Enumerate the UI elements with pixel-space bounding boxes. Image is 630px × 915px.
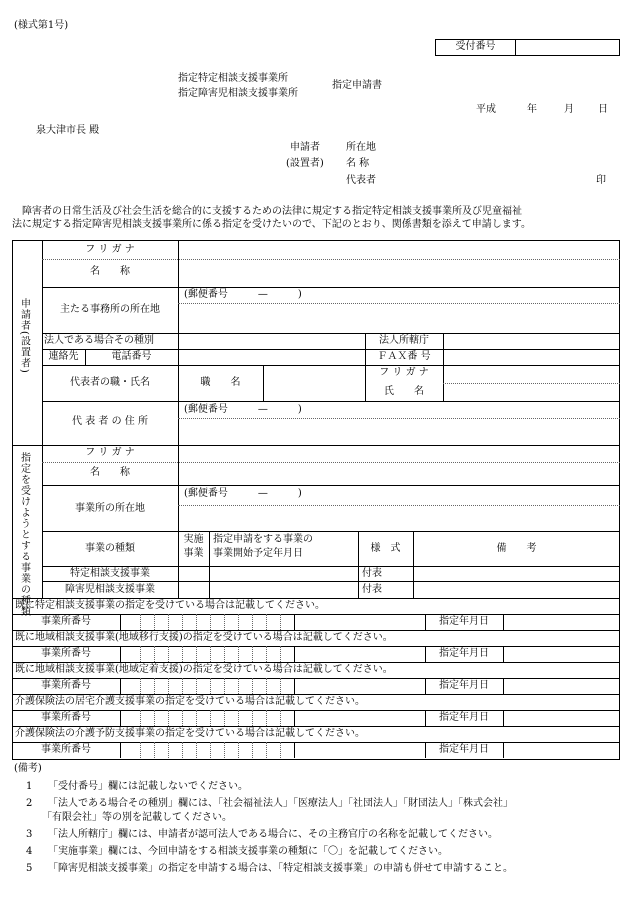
office-number-label: 事業所番号 xyxy=(41,648,91,659)
start-date-header-1: 指定申請をする事業の xyxy=(213,534,313,545)
annex-2: 付表 xyxy=(362,584,382,595)
designation-date-label: 指定年月日 xyxy=(439,648,489,659)
note-number: 4 xyxy=(26,846,33,857)
addressee: 泉大津市長 殿 xyxy=(36,125,100,136)
postal-code-1: (郵便番号 — ) xyxy=(184,289,302,300)
designation-date-label: 指定年月日 xyxy=(439,744,489,755)
history-heading: 既に特定相談支援事業の指定を受けている場合は記載してください。 xyxy=(15,600,325,611)
rep-title-label: 代表者の職・氏名 xyxy=(70,377,150,388)
note-text: 「実施事業」欄には、今回申請をする相談支援事業の種類に「〇」を記載してください。 xyxy=(48,846,448,857)
biz-type-header: 事業の種類 xyxy=(85,543,135,554)
postal-code-2: (郵便番号 — ) xyxy=(184,404,302,415)
biz-address-label: 事業所の所在地 xyxy=(75,503,145,514)
note-text: 「受付番号」欄には記載しないでください。 xyxy=(48,781,248,792)
intro-line1: 障害者の日常生活及び社会生活を総合的に支援するための法律に規定する指定特定相談支援事業所及び児童福祉 xyxy=(22,206,522,217)
form-number: (様式第1号) xyxy=(14,20,69,31)
main-office-label: 主たる事務所の所在地 xyxy=(60,304,160,315)
fax-label: ＦＡＸ番 号 xyxy=(377,351,431,362)
note-number: 3 xyxy=(26,829,33,840)
rep-address-label: 代 表 者 の 住 所 xyxy=(72,416,148,427)
applicant-label2: (設置者) xyxy=(286,158,324,169)
date-day: 日 xyxy=(598,104,608,115)
section-applicant: 申請者(設置者) xyxy=(18,298,30,374)
service-specific-consultation: 特定相談支援事業 xyxy=(70,568,150,579)
name-label: 名 称 xyxy=(90,266,130,277)
note-number: 1 xyxy=(26,781,33,792)
date-year: 年 xyxy=(527,104,537,115)
notes-title: (備考) xyxy=(14,763,42,774)
designation-date-label: 指定年月日 xyxy=(439,680,489,691)
office-number-label: 事業所番号 xyxy=(41,712,91,723)
note-text: 「法人所轄庁」欄には、申請者が認可法人である場合に、その主務官庁の名称を記載してください。 xyxy=(48,829,498,840)
annex-1: 付表 xyxy=(362,568,382,579)
receipt-number-field[interactable] xyxy=(516,40,619,55)
note-text: 「障害児相談支援事業」の指定を申請する場合は、「特定相談支援事業」の申請も併せて申請すること。 xyxy=(48,863,513,874)
biz-name-label: 名 称 xyxy=(90,467,130,478)
remarks-header: 備 考 xyxy=(496,543,537,554)
start-date-header-2: 事業開始予定年月日 xyxy=(213,548,303,559)
intro-line2: 法に規定する指定障害児相談支援事業所に係る指定を受けたいので、下記のとおり、関係書類を添えて申請します。 xyxy=(12,219,531,230)
implemented-header-2: 事業 xyxy=(183,548,204,559)
corp-type-label: 法人である場合その種別 xyxy=(44,335,154,346)
note-text: 「法人である場合その種別」欄には、「社会福祉法人」「医療法人」「社団法人」「財団法人」「株式会社」 xyxy=(48,798,513,809)
history-heading: 既に地域相談支援事業(地域移行支援)の指定を受けている場合は記載してください。 xyxy=(15,632,393,643)
office-number-label: 事業所番号 xyxy=(41,680,91,691)
history-heading: 既に地域相談支援事業(地域定着支援)の指定を受けている場合は記載してください。 xyxy=(15,664,393,675)
note-text: 「有限会社」等の別を記載してください。 xyxy=(42,812,232,823)
contact-label: 連絡先 xyxy=(48,351,79,362)
rep-name-label: 氏 名 xyxy=(384,386,424,397)
postal-code-3: (郵便番号 — ) xyxy=(184,488,302,499)
applicant-label: 申請者 xyxy=(290,142,320,153)
note-number: 5 xyxy=(26,863,33,874)
title-suffix: 指定申請書 xyxy=(332,80,382,91)
biz-furigana-label: フ リ ガ ナ xyxy=(85,447,135,458)
position-label: 職 名 xyxy=(200,377,241,388)
office-number-label: 事業所番号 xyxy=(41,616,91,627)
receipt-label: 受付番号 xyxy=(455,41,496,52)
applicant-name-label: 名 称 xyxy=(346,158,370,169)
history-heading: 介護保険法の居宅介護支援事業の指定を受けている場合は記載してください。 xyxy=(15,696,365,707)
date-era: 平成 xyxy=(476,104,496,115)
office-number-label: 事業所番号 xyxy=(41,744,91,755)
title-line1: 指定特定相談支援事業所 xyxy=(178,73,288,84)
applicant-address-label: 所在地 xyxy=(346,142,376,153)
section-business-type: 指定を受けようとする事業の種類 xyxy=(18,452,30,617)
furigana-label: フ リ ガ ナ xyxy=(85,244,135,255)
history-heading: 介護保険法の介護予防支援事業の指定を受けている場合は記載してください。 xyxy=(15,728,365,739)
phone-label: 電話番号 xyxy=(111,351,152,362)
corp-jurisdiction-label: 法人所轄庁 xyxy=(379,335,429,346)
form-style-header: 様 式 xyxy=(370,543,401,554)
note-number: 2 xyxy=(26,798,33,809)
designation-date-label: 指定年月日 xyxy=(439,616,489,627)
rep-furigana-label: フ リ ガ ナ xyxy=(379,367,429,378)
seal-mark: 印 xyxy=(596,175,606,186)
applicant-rep-label: 代表者 xyxy=(346,175,376,186)
designation-date-label: 指定年月日 xyxy=(439,712,489,723)
title-line2: 指定障害児相談支援事業所 xyxy=(178,88,298,99)
service-child-consultation: 障害児相談支援事業 xyxy=(65,584,155,595)
date-month: 月 xyxy=(564,104,574,115)
implemented-header-1: 実施 xyxy=(183,534,204,545)
